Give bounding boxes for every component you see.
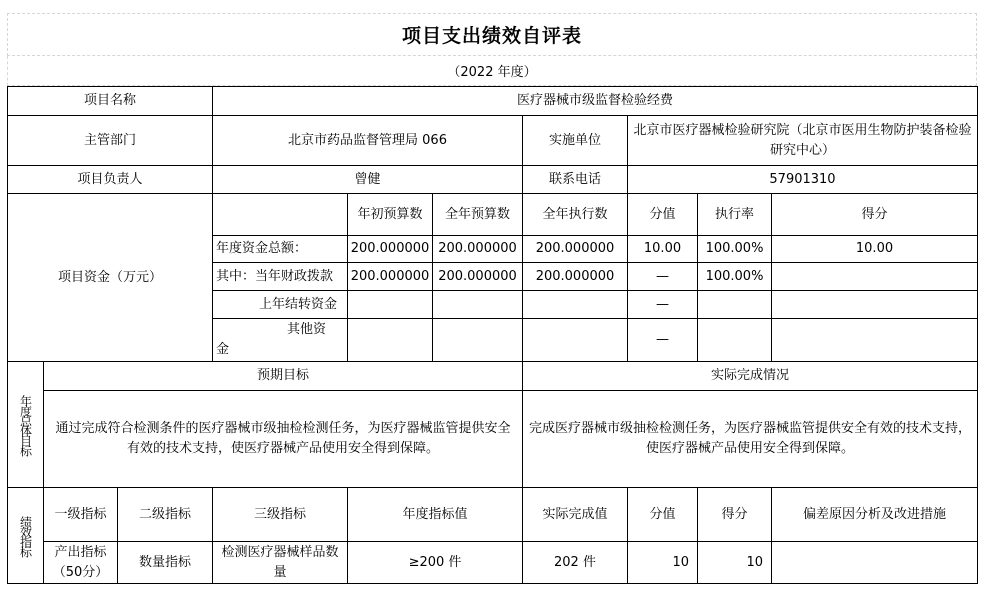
funds-row-other-score-value: — — [656, 332, 669, 347]
indicators-row-score: 10 — [746, 554, 763, 570]
indicators-header-analysis: 偏差原因分析及改进措施 — [802, 506, 946, 522]
funds-row-total-score: 10.00 — [855, 241, 894, 256]
goals-expected-label: 预期目标 — [256, 368, 309, 383]
indicators-header-actual: 实际完成值 — [542, 506, 608, 522]
goals-side-label-text: 年度总体目标 — [18, 394, 33, 455]
funds-header-executed: 全年执行数 — [542, 206, 608, 222]
funds-header-score: 得分 — [861, 206, 888, 222]
funds-header-score-value: 分值 — [649, 206, 676, 222]
funds-header-initial: 年初预算数 — [357, 206, 423, 222]
indicators-header-level1: 一级指标 — [54, 506, 107, 522]
page-title: 项目支出绩效自评表 — [401, 25, 582, 47]
indicators-header-level2: 二级指标 — [138, 506, 191, 522]
indicators-side-label — [8, 488, 43, 583]
funds-row-appropriation-label: 其中：当年财政拨款 — [216, 268, 334, 284]
indicators-header-target: 年度指标值 — [402, 506, 468, 522]
funds-row-total-annual: 200.000000 — [438, 241, 517, 256]
funds-row-appropriation-score-value: — — [656, 268, 669, 284]
indicators-row-level1: 产出指标（50分） — [52, 544, 109, 580]
unit-value: 北京市医疗器械检验研究院（北京市医用生物防护装备检验研究中心） — [633, 122, 972, 158]
project-name-value: 医疗器械市级监督检验经费 — [516, 93, 673, 108]
goals-actual-label: 实际完成情况 — [710, 368, 789, 383]
goals-actual-text: 完成医疗器械市级抽检检测任务，为医疗器械监管提供安全有效的技术支持，使医疗器械产品使用安全得到保障。 — [529, 421, 972, 456]
funds-row-appropriation-initial: 200.000000 — [350, 268, 430, 284]
indicators-header-score: 得分 — [721, 506, 748, 522]
funds-row-total-rate: 100.00% — [705, 241, 764, 256]
funds-row-total-executed: 200.000000 — [535, 241, 615, 256]
indicators-header-level3: 三级指标 — [253, 506, 306, 522]
goals-side-label — [8, 362, 43, 487]
funds-row-appropriation-executed: 200.000000 — [535, 268, 615, 284]
indicators-row-score-value: 10 — [672, 554, 689, 570]
goals-expected-text: 通过完成符合检测条件的医疗器械市级抽检检测任务，为医疗器械监管提供安全有效的技术支持，使医疗器械产品使用安全得到保障。 — [55, 421, 511, 456]
funds-row-carryover-score-value: — — [656, 296, 669, 312]
indicators-header-score-value: 分值 — [649, 506, 676, 522]
funds-row-total-label: 年度资金总额： — [216, 241, 308, 256]
funds-row-other-label-line2: 金 — [216, 342, 230, 357]
funds-row-other-label — [213, 319, 347, 361]
funds-row-appropriation-rate: 100.00% — [705, 268, 764, 284]
project-name-label: 项目名称 — [83, 93, 136, 108]
dept-value: 北京市药品监督管理局 066 — [288, 132, 447, 148]
funds-row-total-score-value: 10.00 — [643, 241, 682, 256]
owner-label: 项目负责人 — [77, 171, 143, 187]
funds-row-other-label-line1: 其他资 — [287, 322, 327, 337]
funds-header-rate: 执行率 — [714, 206, 754, 222]
funds-row-appropriation-score — [772, 263, 977, 290]
indicators-row-level3: 检测医疗器械样品数量 — [221, 544, 339, 580]
funds-label: 项目资金（万元） — [57, 269, 162, 285]
indicators-row-actual: 202 件 — [554, 554, 596, 570]
phone-label: 联系电话 — [548, 171, 601, 187]
year-label: （2022 年度） — [447, 65, 537, 80]
dept-label: 主管部门 — [83, 132, 136, 148]
funds-header-annual: 全年预算数 — [444, 206, 510, 222]
indicators-side-label-text: 绩效指标 — [18, 515, 33, 556]
indicators-row-target: ≥200 件 — [408, 554, 462, 570]
indicators-row-analysis — [772, 542, 977, 583]
owner-value: 曾健 — [354, 171, 381, 187]
unit-label: 实施单位 — [548, 132, 601, 148]
funds-row-carryover-label: 上年结转资金 — [258, 296, 337, 312]
funds-row-appropriation-annual: 200.000000 — [438, 268, 517, 284]
indicators-row-level2: 数量指标 — [138, 554, 191, 570]
phone-value: 57901310 — [769, 171, 836, 187]
funds-row-total-initial: 200.000000 — [350, 241, 430, 256]
